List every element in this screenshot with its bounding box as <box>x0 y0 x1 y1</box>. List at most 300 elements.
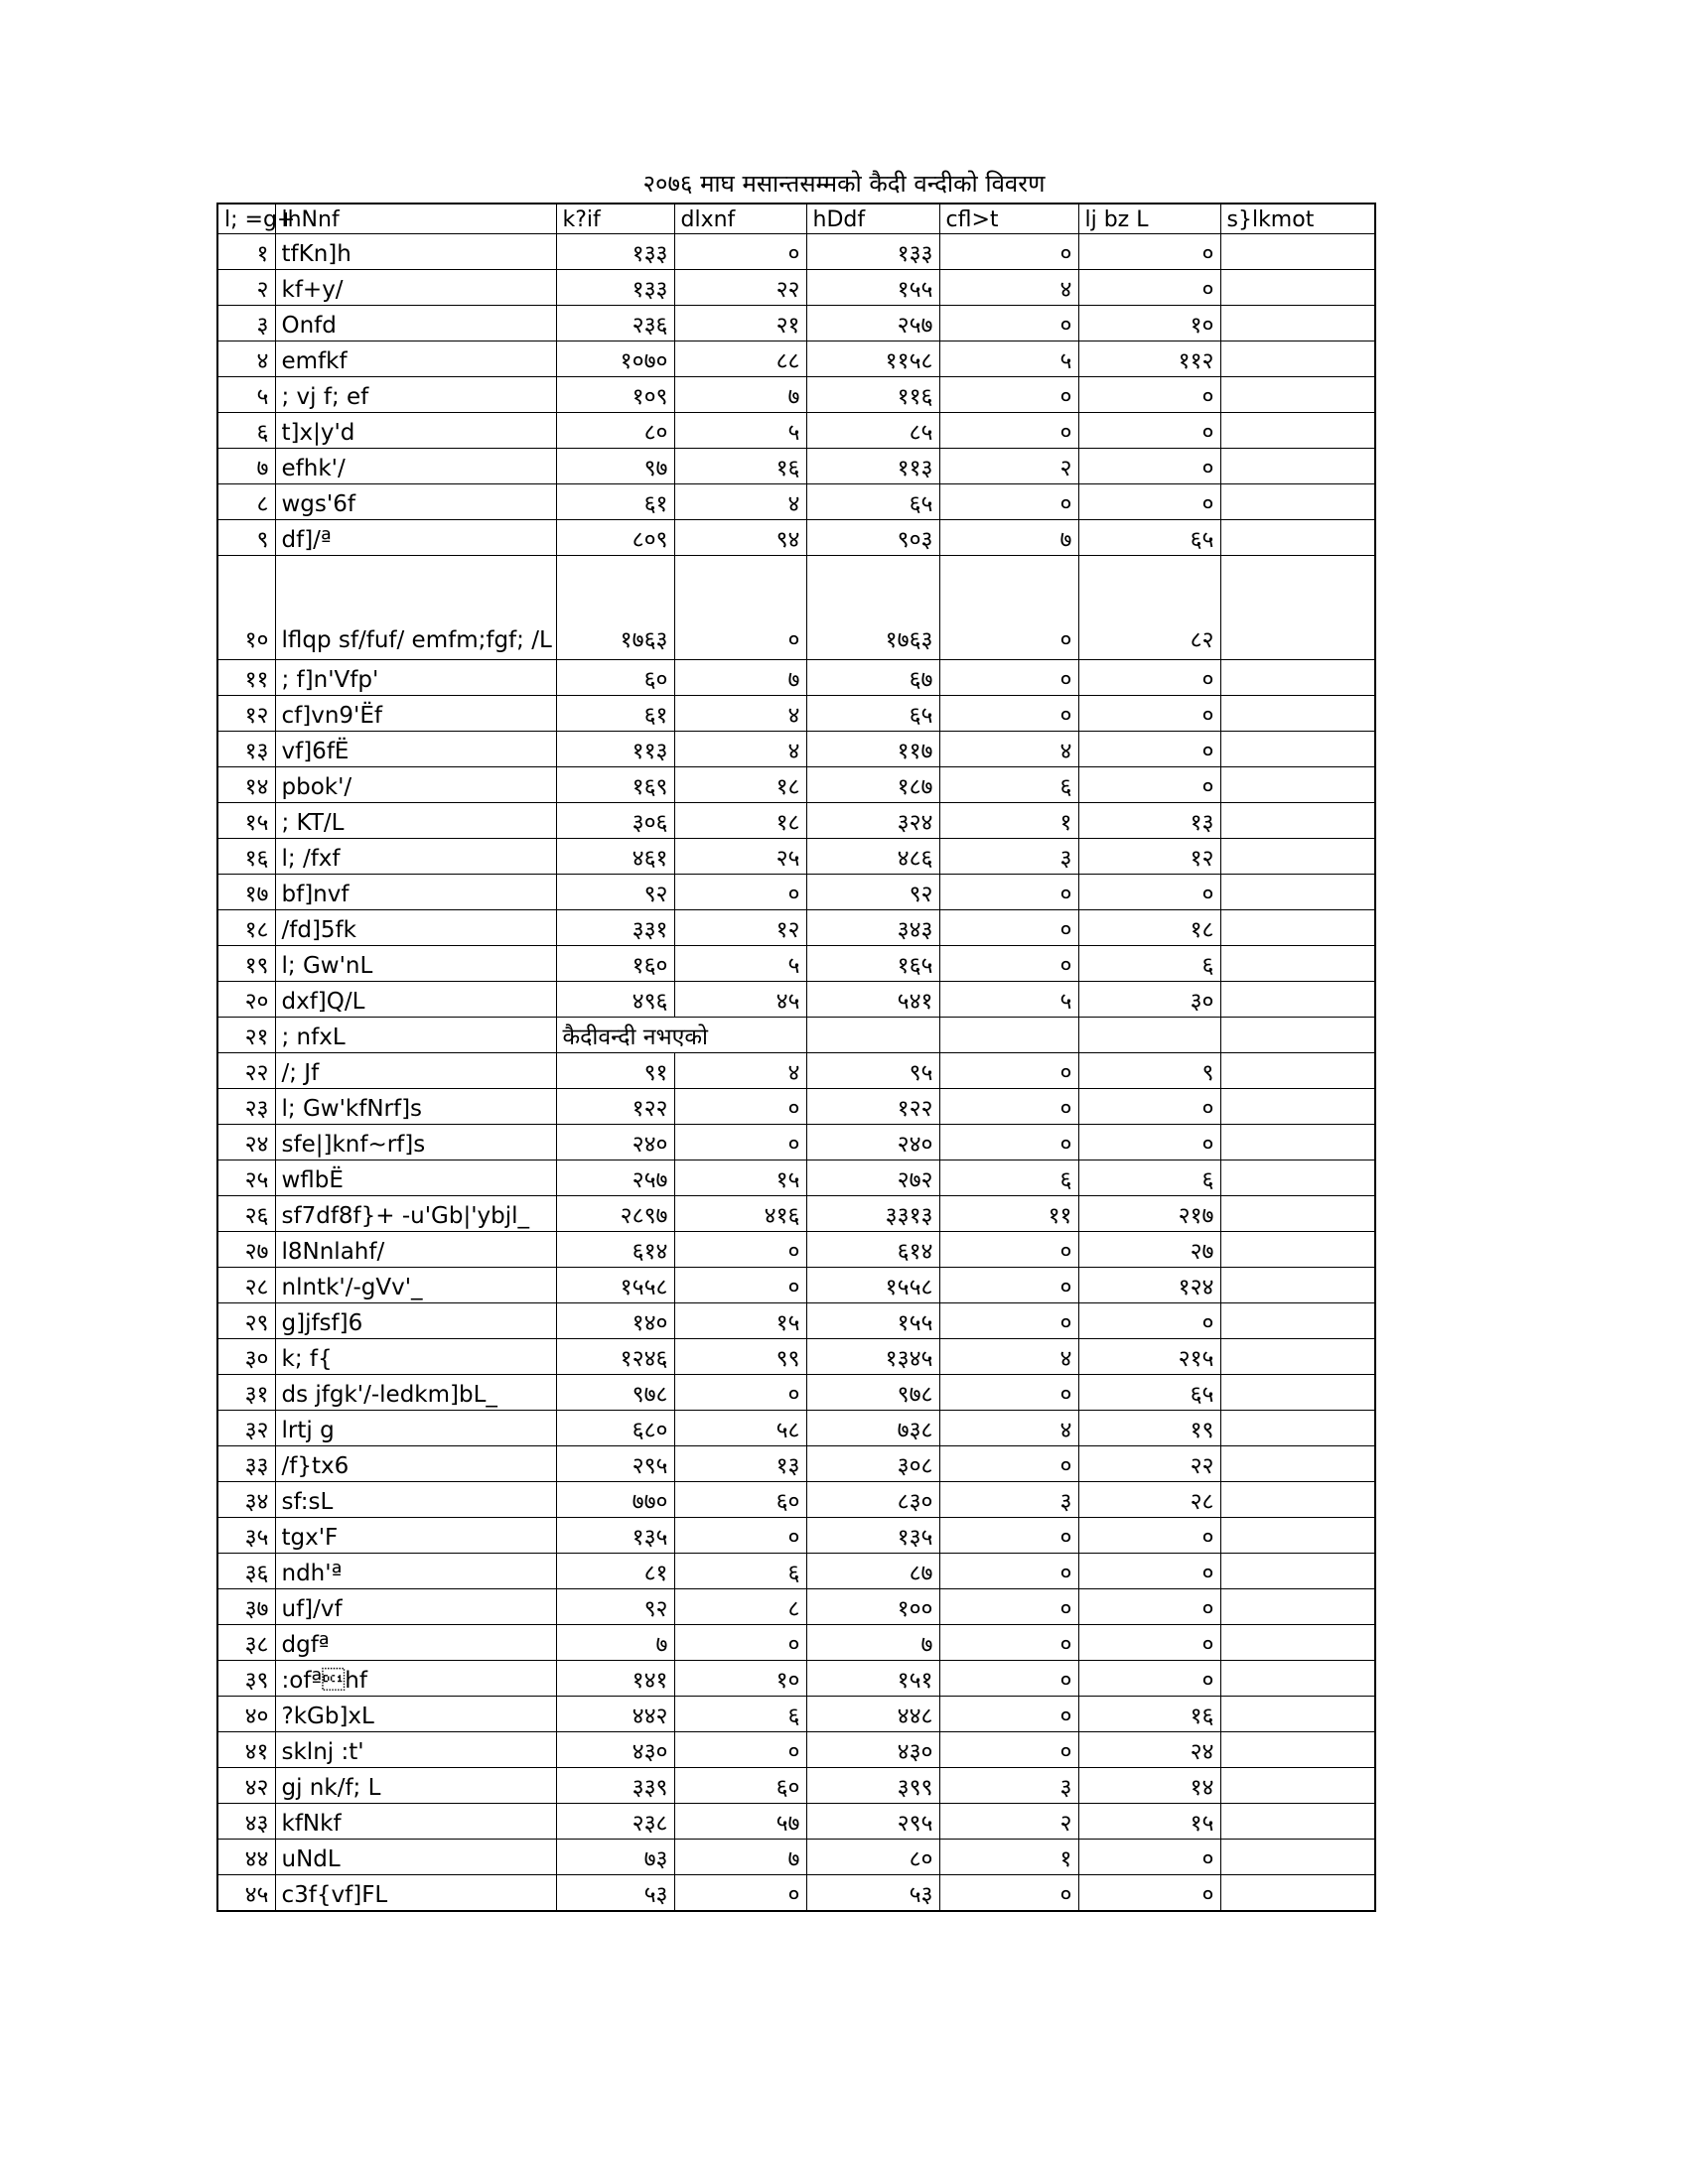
cell-male: १६९ <box>556 767 674 803</box>
cell-foreigner: १२४ <box>1078 1268 1220 1303</box>
cell-total: ३९९ <box>806 1768 939 1804</box>
cell-serial-number: ४३ <box>217 1804 275 1840</box>
cell-total: ८० <box>806 1840 939 1875</box>
cell-serial-number: २५ <box>217 1160 275 1196</box>
cell-serial-number: १ <box>217 234 275 270</box>
cell-serial-number: १२ <box>217 696 275 732</box>
cell-dependent: ६ <box>939 767 1078 803</box>
cell-dependent: ४ <box>939 1339 1078 1375</box>
cell-serial-number: ८ <box>217 484 275 520</box>
cell-dependent: ० <box>939 1697 1078 1732</box>
cell-serial-number: ३१ <box>217 1375 275 1411</box>
cell-dependent: २ <box>939 449 1078 484</box>
cell-foreigner: ० <box>1078 732 1220 767</box>
cell-serial-number: २० <box>217 982 275 1018</box>
cell-district: sfe|]knf~rf]s <box>275 1125 556 1160</box>
cell-serial-number: २२ <box>217 1053 275 1089</box>
cell-female: ० <box>674 556 806 660</box>
cell-district: ; KT/L <box>275 803 556 839</box>
cell-remarks <box>1220 1196 1375 1232</box>
cell-remarks <box>1220 1589 1375 1625</box>
cell-serial-number: ३ <box>217 306 275 341</box>
cell-district: l; Gw'nL <box>275 946 556 982</box>
cell-male: ३३१ <box>556 910 674 946</box>
cell-dependent: ० <box>939 1375 1078 1411</box>
cell-total: १३३ <box>806 234 939 270</box>
cell-serial-number: ४१ <box>217 1732 275 1768</box>
cell-foreigner: १३ <box>1078 803 1220 839</box>
cell-female: २२ <box>674 270 806 306</box>
table-row <box>217 1160 1375 1196</box>
cell-remarks <box>1220 449 1375 484</box>
cell-serial-number: २३ <box>217 1089 275 1125</box>
cell-female: १२ <box>674 910 806 946</box>
cell-remarks <box>1220 660 1375 696</box>
cell-serial-number: ५ <box>217 377 275 413</box>
cell-dependent: ० <box>939 660 1078 696</box>
cell-female: ० <box>674 1375 806 1411</box>
cell-remarks <box>1220 556 1375 660</box>
cell-female: ७ <box>674 660 806 696</box>
table-body <box>217 204 1375 1911</box>
cell-female: ५ <box>674 413 806 449</box>
cell-remarks <box>1220 1697 1375 1732</box>
cell-district: /fd]5fk <box>275 910 556 946</box>
cell-remarks <box>1220 234 1375 270</box>
cell-serial-number: १५ <box>217 803 275 839</box>
cell-female: ० <box>674 1089 806 1125</box>
cell-male: ५३ <box>556 1875 674 1912</box>
cell-male: ४३० <box>556 1732 674 1768</box>
cell-foreigner: ० <box>1078 875 1220 910</box>
cell-dependent: ० <box>939 875 1078 910</box>
cell-male: ७७० <box>556 1482 674 1518</box>
cell-total: ११५८ <box>806 341 939 377</box>
cell-male: ११३ <box>556 732 674 767</box>
cell-district: kfNkf <box>275 1804 556 1840</box>
cell-dependent: ० <box>939 1625 1078 1661</box>
cell-serial-number: ३८ <box>217 1625 275 1661</box>
cell-remarks <box>1220 696 1375 732</box>
cell-foreigner <box>1078 1018 1220 1053</box>
cell-total: ६७ <box>806 660 939 696</box>
table-row <box>217 1375 1375 1411</box>
cell-dependent <box>939 1018 1078 1053</box>
cell-female: ० <box>674 1625 806 1661</box>
cell-male: ९७ <box>556 449 674 484</box>
cell-serial-number: ३२ <box>217 1411 275 1446</box>
cell-serial-number: ६ <box>217 413 275 449</box>
cell-female: ४ <box>674 484 806 520</box>
cell-district: ds jfgk'/-ledkm]bL_ <box>275 1375 556 1411</box>
cell-male: १०७० <box>556 341 674 377</box>
table-row <box>217 1339 1375 1375</box>
cell-male: ६१ <box>556 484 674 520</box>
cell-district: df]/ª <box>275 520 556 556</box>
cell-total: १५५ <box>806 270 939 306</box>
cell-dependent: ० <box>939 1303 1078 1339</box>
cell-total: ३०८ <box>806 1446 939 1482</box>
cell-male: ७ <box>556 1625 674 1661</box>
cell-remarks <box>1220 982 1375 1018</box>
table-row <box>217 449 1375 484</box>
header-total: hDdf <box>806 204 939 234</box>
cell-remarks <box>1220 1375 1375 1411</box>
cell-female: ९४ <box>674 520 806 556</box>
cell-serial-number: ४० <box>217 1697 275 1732</box>
cell-male: १६० <box>556 946 674 982</box>
cell-remarks <box>1220 1482 1375 1518</box>
cell-dependent: ६ <box>939 1160 1078 1196</box>
cell-dependent: ५ <box>939 982 1078 1018</box>
cell-serial-number: २७ <box>217 1232 275 1268</box>
table-row <box>217 1303 1375 1339</box>
cell-foreigner: ९ <box>1078 1053 1220 1089</box>
cell-total: १८७ <box>806 767 939 803</box>
cell-district: bf]nvf <box>275 875 556 910</box>
table-row <box>217 1232 1375 1268</box>
cell-remarks <box>1220 732 1375 767</box>
table-row <box>217 1840 1375 1875</box>
cell-total: ४८६ <box>806 839 939 875</box>
table-row <box>217 1589 1375 1625</box>
page-title: २०७६ माघ मसान्तसम्मको कैदी वन्दीको विवरण <box>642 170 1046 198</box>
table-row <box>217 1518 1375 1554</box>
cell-district: tfKn]h <box>275 234 556 270</box>
cell-female: ७ <box>674 1840 806 1875</box>
cell-district: k; f{ <box>275 1339 556 1375</box>
cell-total: ६१४ <box>806 1232 939 1268</box>
table-row <box>217 1625 1375 1661</box>
cell-foreigner: ६५ <box>1078 1375 1220 1411</box>
cell-total: ११६ <box>806 377 939 413</box>
cell-female: ६ <box>674 1697 806 1732</box>
table-row <box>217 839 1375 875</box>
cell-serial-number: २९ <box>217 1303 275 1339</box>
cell-serial-number: ४ <box>217 341 275 377</box>
cell-dependent: ० <box>939 1089 1078 1125</box>
cell-dependent: ० <box>939 1732 1078 1768</box>
cell-district: uf]/vf <box>275 1589 556 1625</box>
cell-district: kf+y/ <box>275 270 556 306</box>
cell-total: ९५ <box>806 1053 939 1089</box>
cell-remarks <box>1220 1840 1375 1875</box>
cell-male: २३८ <box>556 1804 674 1840</box>
cell-district: tgx'F <box>275 1518 556 1554</box>
cell-dependent: ० <box>939 234 1078 270</box>
cell-foreigner: २४ <box>1078 1732 1220 1768</box>
cell-district: t]x|y'd <box>275 413 556 449</box>
cell-serial-number: २६ <box>217 1196 275 1232</box>
cell-foreigner: २१५ <box>1078 1339 1220 1375</box>
cell-female: ४ <box>674 1053 806 1089</box>
cell-foreigner: ० <box>1078 270 1220 306</box>
cell-total: ३३१३ <box>806 1196 939 1232</box>
table-row <box>217 767 1375 803</box>
cell-serial-number: २१ <box>217 1018 275 1053</box>
cell-remarks <box>1220 1339 1375 1375</box>
cell-dependent: १ <box>939 803 1078 839</box>
cell-foreigner: १९ <box>1078 1411 1220 1446</box>
cell-total: ६५ <box>806 484 939 520</box>
cell-female: ४ <box>674 732 806 767</box>
cell-foreigner: ० <box>1078 1518 1220 1554</box>
cell-male: २९५ <box>556 1446 674 1482</box>
cell-male: ८१ <box>556 1554 674 1589</box>
cell-remarks <box>1220 1053 1375 1089</box>
cell-remarks <box>1220 1232 1375 1268</box>
cell-remarks <box>1220 910 1375 946</box>
cell-male: १४० <box>556 1303 674 1339</box>
cell-total: ५४१ <box>806 982 939 1018</box>
cell-female: ५ <box>674 946 806 982</box>
cell-remarks <box>1220 1768 1375 1804</box>
cell-dependent: ३ <box>939 839 1078 875</box>
cell-dependent: ० <box>939 946 1078 982</box>
cell-serial-number: ३० <box>217 1339 275 1375</box>
cell-foreigner: १४ <box>1078 1768 1220 1804</box>
cell-district: l; Gw'kfNrf]s <box>275 1089 556 1125</box>
cell-serial-number: ७ <box>217 449 275 484</box>
cell-dependent: ० <box>939 377 1078 413</box>
header-row <box>217 204 1375 234</box>
cell-total: ५३ <box>806 1875 939 1912</box>
table-row <box>217 306 1375 341</box>
cell-remarks <box>1220 767 1375 803</box>
cell-remarks <box>1220 875 1375 910</box>
cell-district: Onfd <box>275 306 556 341</box>
cell-remarks <box>1220 1268 1375 1303</box>
cell-female: ७ <box>674 377 806 413</box>
cell-total: ९०३ <box>806 520 939 556</box>
cell-remarks <box>1220 1303 1375 1339</box>
cell-female: ० <box>674 1875 806 1912</box>
table-row <box>217 377 1375 413</box>
cell-total: १६५ <box>806 946 939 982</box>
cell-total: १३४५ <box>806 1339 939 1375</box>
cell-foreigner: ६ <box>1078 946 1220 982</box>
table-row <box>217 1875 1375 1912</box>
cell-serial-number: २४ <box>217 1125 275 1160</box>
cell-remarks <box>1220 1411 1375 1446</box>
table-row <box>217 1697 1375 1732</box>
cell-total: १२२ <box>806 1089 939 1125</box>
cell-remarks <box>1220 1875 1375 1912</box>
cell-district: uNdL <box>275 1840 556 1875</box>
cell-remarks <box>1220 341 1375 377</box>
cell-total: १०० <box>806 1589 939 1625</box>
table-row <box>217 1018 1375 1053</box>
cell-dependent: ० <box>939 1661 1078 1697</box>
cell-district: l; /fxf <box>275 839 556 875</box>
cell-male: १३३ <box>556 234 674 270</box>
cell-district: ; f]n'Vfp' <box>275 660 556 696</box>
table-row <box>217 1268 1375 1303</box>
cell-foreigner: ० <box>1078 484 1220 520</box>
cell-dependent: ३ <box>939 1482 1078 1518</box>
cell-dependent: ५ <box>939 341 1078 377</box>
cell-serial-number: १९ <box>217 946 275 982</box>
cell-serial-number: ४२ <box>217 1768 275 1804</box>
cell-foreigner: ० <box>1078 1840 1220 1875</box>
cell-total: १३५ <box>806 1518 939 1554</box>
table-row <box>217 1089 1375 1125</box>
cell-district: vf]6fË <box>275 732 556 767</box>
cell-district: efhk'/ <box>275 449 556 484</box>
cell-district: ?kGb]xL <box>275 1697 556 1732</box>
cell-district: wgs'6f <box>275 484 556 520</box>
cell-female: २१ <box>674 306 806 341</box>
header-male: k?if <box>556 204 674 234</box>
cell-serial-number: ३३ <box>217 1446 275 1482</box>
table-row <box>217 556 1375 660</box>
prisoner-table <box>216 203 1376 1912</box>
cell-male: २३६ <box>556 306 674 341</box>
cell-total: २५७ <box>806 306 939 341</box>
cell-male: ९२ <box>556 875 674 910</box>
cell-serial-number: ४४ <box>217 1840 275 1875</box>
cell-foreigner: ० <box>1078 1554 1220 1589</box>
cell-dependent: ० <box>939 484 1078 520</box>
cell-serial-number: ४५ <box>217 1875 275 1912</box>
cell-female: ० <box>674 1125 806 1160</box>
table-row <box>217 1411 1375 1446</box>
cell-district: g]jfsf]6 <box>275 1303 556 1339</box>
cell-female: ० <box>674 1268 806 1303</box>
cell-male: ३३९ <box>556 1768 674 1804</box>
cell-district: lflqp sf/fuf/ emfm;fgf; /L <box>275 556 556 660</box>
cell-foreigner: ० <box>1078 1303 1220 1339</box>
table-row <box>217 696 1375 732</box>
cell-dependent: ० <box>939 1053 1078 1089</box>
cell-male: ८०९ <box>556 520 674 556</box>
cell-serial-number: १७ <box>217 875 275 910</box>
table-row <box>217 982 1375 1018</box>
cell-foreigner: ३० <box>1078 982 1220 1018</box>
cell-female: ० <box>674 1518 806 1554</box>
cell-foreigner: ० <box>1078 660 1220 696</box>
cell-total: ४३० <box>806 1732 939 1768</box>
cell-female: ४१६ <box>674 1196 806 1232</box>
cell-serial-number: ९ <box>217 520 275 556</box>
cell-remarks <box>1220 377 1375 413</box>
cell-remarks <box>1220 1625 1375 1661</box>
cell-district: ndh'ª <box>275 1554 556 1589</box>
cell-dependent: २ <box>939 1804 1078 1840</box>
cell-foreigner: ११२ <box>1078 341 1220 377</box>
cell-foreigner: ० <box>1078 1125 1220 1160</box>
cell-male: १२२ <box>556 1089 674 1125</box>
table-row <box>217 803 1375 839</box>
cell-male: ९१ <box>556 1053 674 1089</box>
cell-serial-number: १३ <box>217 732 275 767</box>
cell-female: ८८ <box>674 341 806 377</box>
cell-note: कैदीवन्दी नभएको <box>556 1018 806 1053</box>
table-row <box>217 875 1375 910</box>
cell-district: :ofªhf <box>275 1661 556 1697</box>
cell-remarks <box>1220 803 1375 839</box>
table-row <box>217 910 1375 946</box>
header-foreigner: lj bz L <box>1078 204 1220 234</box>
cell-serial-number: ३९ <box>217 1661 275 1697</box>
cell-foreigner: २८ <box>1078 1482 1220 1518</box>
cell-male: २४० <box>556 1125 674 1160</box>
cell-female: ९९ <box>674 1339 806 1375</box>
cell-dependent: ० <box>939 413 1078 449</box>
cell-total: ७३८ <box>806 1411 939 1446</box>
cell-district: sf:sL <box>275 1482 556 1518</box>
cell-serial-number: २८ <box>217 1268 275 1303</box>
cell-total: ६५ <box>806 696 939 732</box>
cell-female: ६ <box>674 1554 806 1589</box>
cell-male: १२४६ <box>556 1339 674 1375</box>
cell-remarks <box>1220 1554 1375 1589</box>
cell-foreigner: ६५ <box>1078 520 1220 556</box>
cell-remarks <box>1220 520 1375 556</box>
cell-district: pbok'/ <box>275 767 556 803</box>
cell-district: dxf]Q/L <box>275 982 556 1018</box>
header-serial-number: l; =g+ <box>217 204 275 234</box>
cell-dependent: ० <box>939 1268 1078 1303</box>
cell-foreigner: १० <box>1078 306 1220 341</box>
table-row <box>217 234 1375 270</box>
cell-dependent: ४ <box>939 270 1078 306</box>
cell-dependent: ० <box>939 1125 1078 1160</box>
cell-remarks <box>1220 1125 1375 1160</box>
cell-serial-number: १४ <box>217 767 275 803</box>
cell-female: ० <box>674 234 806 270</box>
cell-foreigner: ० <box>1078 413 1220 449</box>
cell-male: ६८० <box>556 1411 674 1446</box>
cell-dependent: ० <box>939 1518 1078 1554</box>
table-row <box>217 1661 1375 1697</box>
cell-male: ६१४ <box>556 1232 674 1268</box>
cell-foreigner: ० <box>1078 1625 1220 1661</box>
cell-male: ८० <box>556 413 674 449</box>
cell-district: wflbË <box>275 1160 556 1196</box>
cell-male: ३०६ <box>556 803 674 839</box>
table-row <box>217 270 1375 306</box>
cell-dependent: ० <box>939 1589 1078 1625</box>
table-row <box>217 1804 1375 1840</box>
cell-district: c3f{vf]FL <box>275 1875 556 1912</box>
cell-total: ८७ <box>806 1554 939 1589</box>
cell-total: १७६३ <box>806 556 939 660</box>
table-row <box>217 1732 1375 1768</box>
cell-male: १७६३ <box>556 556 674 660</box>
cell-dependent: ० <box>939 1875 1078 1912</box>
cell-male: १०९ <box>556 377 674 413</box>
cell-female: १८ <box>674 767 806 803</box>
cell-foreigner: १८ <box>1078 910 1220 946</box>
cell-total: ११३ <box>806 449 939 484</box>
table-row <box>217 1053 1375 1089</box>
table-row <box>217 1554 1375 1589</box>
cell-district: dgfª <box>275 1625 556 1661</box>
cell-district: /; Jf <box>275 1053 556 1089</box>
cell-foreigner: ० <box>1078 234 1220 270</box>
cell-foreigner: ० <box>1078 767 1220 803</box>
cell-serial-number: ३७ <box>217 1589 275 1625</box>
cell-total: ३४३ <box>806 910 939 946</box>
cell-district: nlntk'/-gVv'_ <box>275 1268 556 1303</box>
cell-female: ६० <box>674 1768 806 1804</box>
cell-dependent: ० <box>939 556 1078 660</box>
cell-dependent: ११ <box>939 1196 1078 1232</box>
cell-district: sf7df8f}+ -u'Gb|'ybjl_ <box>275 1196 556 1232</box>
cell-foreigner: २७ <box>1078 1232 1220 1268</box>
cell-male: १३५ <box>556 1518 674 1554</box>
